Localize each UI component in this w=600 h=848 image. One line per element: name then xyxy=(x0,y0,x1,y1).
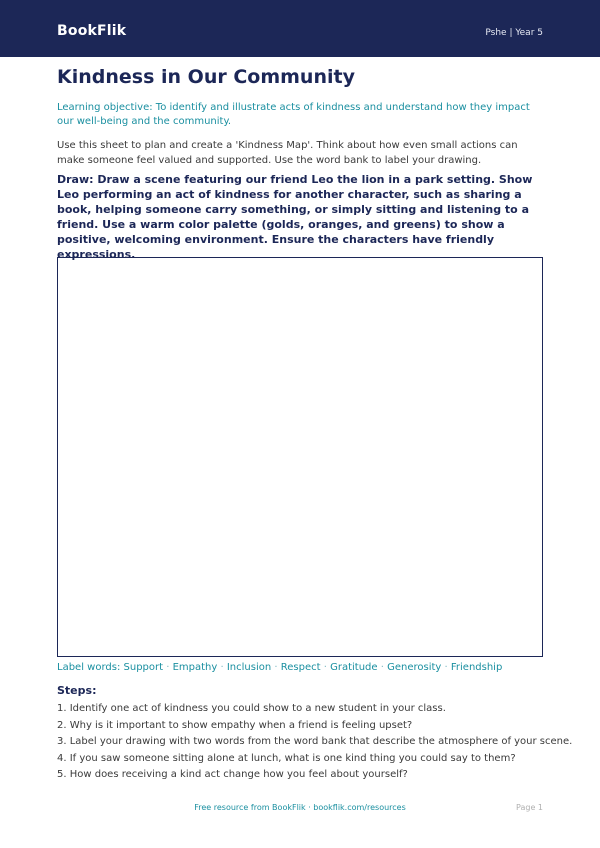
drawing-area[interactable] xyxy=(57,257,543,657)
step-item: 5. How does receiving a kind act change how you feel about yourself? xyxy=(57,769,408,780)
word-bank-word: Empathy xyxy=(172,662,218,673)
word-bank-word: Inclusion xyxy=(226,662,272,673)
steps-list xyxy=(57,703,572,786)
header-bar xyxy=(0,0,600,57)
step-item: 3. Label your drawing with two words from the word bank that describe the atmosphere of your scene. xyxy=(57,736,573,747)
word-bank-word: Friendship xyxy=(450,662,503,673)
steps-heading: Steps: xyxy=(57,684,97,697)
word-bank-prefix: Label words: xyxy=(57,662,121,673)
step-item: 1. Identify one act of kindness you could show to a new student in your class. xyxy=(57,703,446,714)
brand-logo[interactable]: BookFlik xyxy=(57,23,127,39)
page-number: Page 1 xyxy=(516,803,543,812)
word-bank-word: Support xyxy=(123,662,164,673)
footer-credit[interactable]: Free resource from BookFlik · bookflik.com/resources xyxy=(194,803,406,812)
word-bank-word: Generosity xyxy=(387,662,442,673)
word-bank-word: Gratitude xyxy=(330,662,378,673)
step-item: 2. Why is it important to show empathy when a friend is feeling upset? xyxy=(57,719,413,731)
word-bank-word: Respect xyxy=(280,662,321,673)
page-title: Kindness in Our Community xyxy=(57,66,355,88)
subject-year-label: Pshe | Year 5 xyxy=(485,28,543,38)
draw-instruction: Draw: Draw a scene featuring our friend Leo the lion in a park setting. Show Leo performing an act of kindness for another character, such as sharing a book, helping someone carry something, or simply sitting and listening to a friend. Use a warm color palette (golds, oranges, and greens) to show a positive, welcoming environment. Ensure the characters have friendly expressions. xyxy=(57,173,533,261)
intro-text: Use this sheet to plan and create a 'Kindness Map'. Think about how even small actions can make someone feel valued and supported. Use the word bank to label your drawing. xyxy=(57,140,518,166)
word-bank: Label words: Support · Empathy · Inclusion · Respect · Gratitude · Generosity · Friendship xyxy=(57,662,503,673)
step-item: 4. If you saw someone sitting alone at lunch, what is one kind thing you could say to them? xyxy=(57,752,516,764)
learning-objective: Learning objective: To identify and illustrate acts of kindness and understand how they impact our well-being and the community. xyxy=(57,102,530,127)
